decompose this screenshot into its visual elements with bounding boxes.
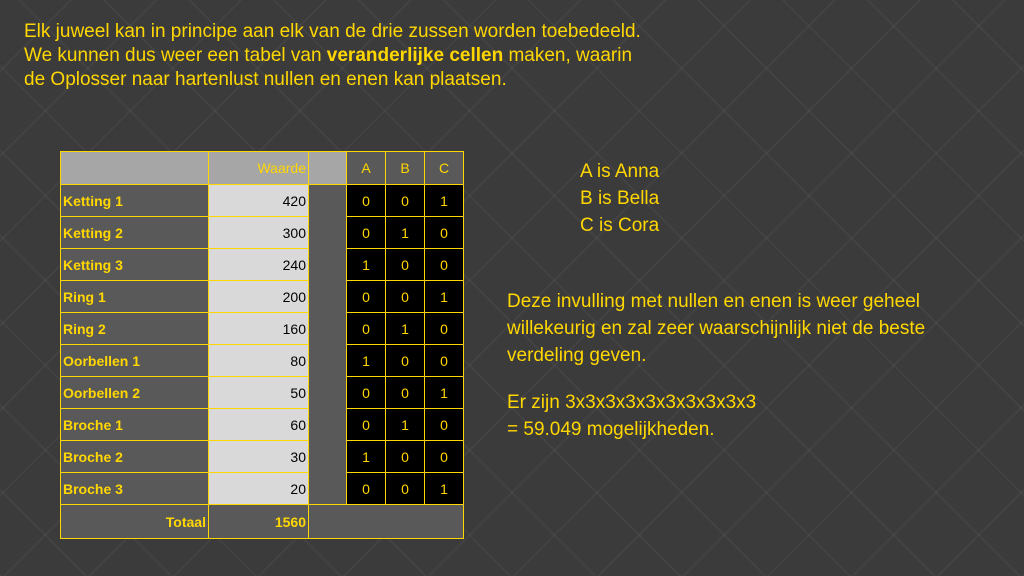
cell-a: 1 <box>347 345 386 377</box>
jewel-value: 160 <box>209 313 309 345</box>
cell-a: 0 <box>347 185 386 217</box>
jewel-name: Ring 1 <box>61 281 209 313</box>
explanation-text <box>507 288 1007 443</box>
table-row <box>61 249 464 281</box>
cell-a: 0 <box>347 473 386 505</box>
total-row <box>61 505 464 539</box>
intro-line-3: de Oplosser naar hartenlust nullen en enen kan plaatsen. <box>24 69 507 90</box>
cell-a: 1 <box>347 441 386 473</box>
total-label: Totaal <box>61 505 209 539</box>
header-empty-cell <box>61 152 209 185</box>
legend-item: B is Bella <box>580 188 660 209</box>
table-row <box>61 441 464 473</box>
table-row <box>61 313 464 345</box>
cell-c: 0 <box>425 345 464 377</box>
jewel-name: Oorbellen 1 <box>61 345 209 377</box>
intro-line-2-end: maken, waarin <box>503 45 633 66</box>
cell-a: 0 <box>347 377 386 409</box>
gap-cell <box>309 249 347 281</box>
cell-a: 0 <box>347 313 386 345</box>
jewel-name: Broche 2 <box>61 441 209 473</box>
gap-cell <box>309 185 347 217</box>
gap-cell <box>309 441 347 473</box>
gap-cell <box>309 473 347 505</box>
table-row <box>61 345 464 377</box>
cell-c: 1 <box>425 185 464 217</box>
header-b: B <box>386 152 425 185</box>
header-c: C <box>425 152 464 185</box>
jewel-name: Ketting 1 <box>61 185 209 217</box>
intro-line-1: Elk juweel kan in principe aan elk van de drie zussen worden toebedeeld. <box>24 21 641 42</box>
table-row <box>61 377 464 409</box>
table-row <box>61 473 464 505</box>
gap-cell <box>309 409 347 441</box>
intro-text <box>24 20 784 92</box>
jewel-value: 240 <box>209 249 309 281</box>
cell-b: 0 <box>386 377 425 409</box>
intro-highlight: veranderlijke cellen <box>326 45 504 66</box>
cell-b: 0 <box>386 281 425 313</box>
cell-c: 0 <box>425 409 464 441</box>
cell-b: 1 <box>386 313 425 345</box>
jewel-name: Broche 3 <box>61 473 209 505</box>
jewel-name: Ring 2 <box>61 313 209 345</box>
sister-legend <box>580 158 659 239</box>
table-row <box>61 281 464 313</box>
header-a: A <box>347 152 386 185</box>
table-row <box>61 409 464 441</box>
legend-item: C is Cora <box>580 215 660 236</box>
gap-cell <box>309 313 347 345</box>
cell-b: 0 <box>386 185 425 217</box>
total-value: 1560 <box>209 505 309 539</box>
jewel-value: 50 <box>209 377 309 409</box>
jewel-assignment-table <box>60 151 464 539</box>
cell-c: 0 <box>425 249 464 281</box>
cell-c: 1 <box>425 377 464 409</box>
cell-c: 0 <box>425 441 464 473</box>
jewel-value: 420 <box>209 185 309 217</box>
cell-a: 1 <box>347 249 386 281</box>
intro-line-2-start: We kunnen dus weer een tabel van <box>24 45 327 66</box>
explanation-paragraph: Deze invulling met nullen en enen is weer geheel willekeurig en zal zeer waarschijnlijk niet de beste verdeling geven. <box>507 291 926 366</box>
cell-b: 0 <box>386 441 425 473</box>
jewel-value: 300 <box>209 217 309 249</box>
jewel-name: Ketting 2 <box>61 217 209 249</box>
jewel-value: 200 <box>209 281 309 313</box>
header-gap-cell <box>309 152 347 185</box>
gap-cell <box>309 377 347 409</box>
table-header-row <box>61 152 464 185</box>
possibilities-formula: Er zijn 3x3x3x3x3x3x3x3x3x3 <box>507 392 757 413</box>
cell-c: 1 <box>425 281 464 313</box>
cell-a: 0 <box>347 217 386 249</box>
cell-a: 0 <box>347 281 386 313</box>
jewel-name: Broche 1 <box>61 409 209 441</box>
cell-c: 0 <box>425 217 464 249</box>
header-waarde: Waarde <box>209 152 309 185</box>
cell-c: 1 <box>425 473 464 505</box>
gap-cell <box>309 345 347 377</box>
legend-item: A is Anna <box>580 161 660 182</box>
cell-a: 0 <box>347 409 386 441</box>
cell-b: 0 <box>386 473 425 505</box>
jewel-name: Ketting 3 <box>61 249 209 281</box>
jewel-name: Oorbellen 2 <box>61 377 209 409</box>
table-row <box>61 217 464 249</box>
cell-b: 1 <box>386 217 425 249</box>
jewel-value: 30 <box>209 441 309 473</box>
total-empty-cell <box>309 505 464 539</box>
jewel-value: 80 <box>209 345 309 377</box>
table-row <box>61 185 464 217</box>
cell-b: 0 <box>386 345 425 377</box>
gap-cell <box>309 217 347 249</box>
jewel-value: 20 <box>209 473 309 505</box>
cell-b: 0 <box>386 249 425 281</box>
possibilities-paragraph <box>507 389 1007 443</box>
cell-b: 1 <box>386 409 425 441</box>
cell-c: 0 <box>425 313 464 345</box>
possibilities-result: = 59.049 mogelijkheden. <box>507 419 715 440</box>
gap-cell <box>309 281 347 313</box>
jewel-value: 60 <box>209 409 309 441</box>
